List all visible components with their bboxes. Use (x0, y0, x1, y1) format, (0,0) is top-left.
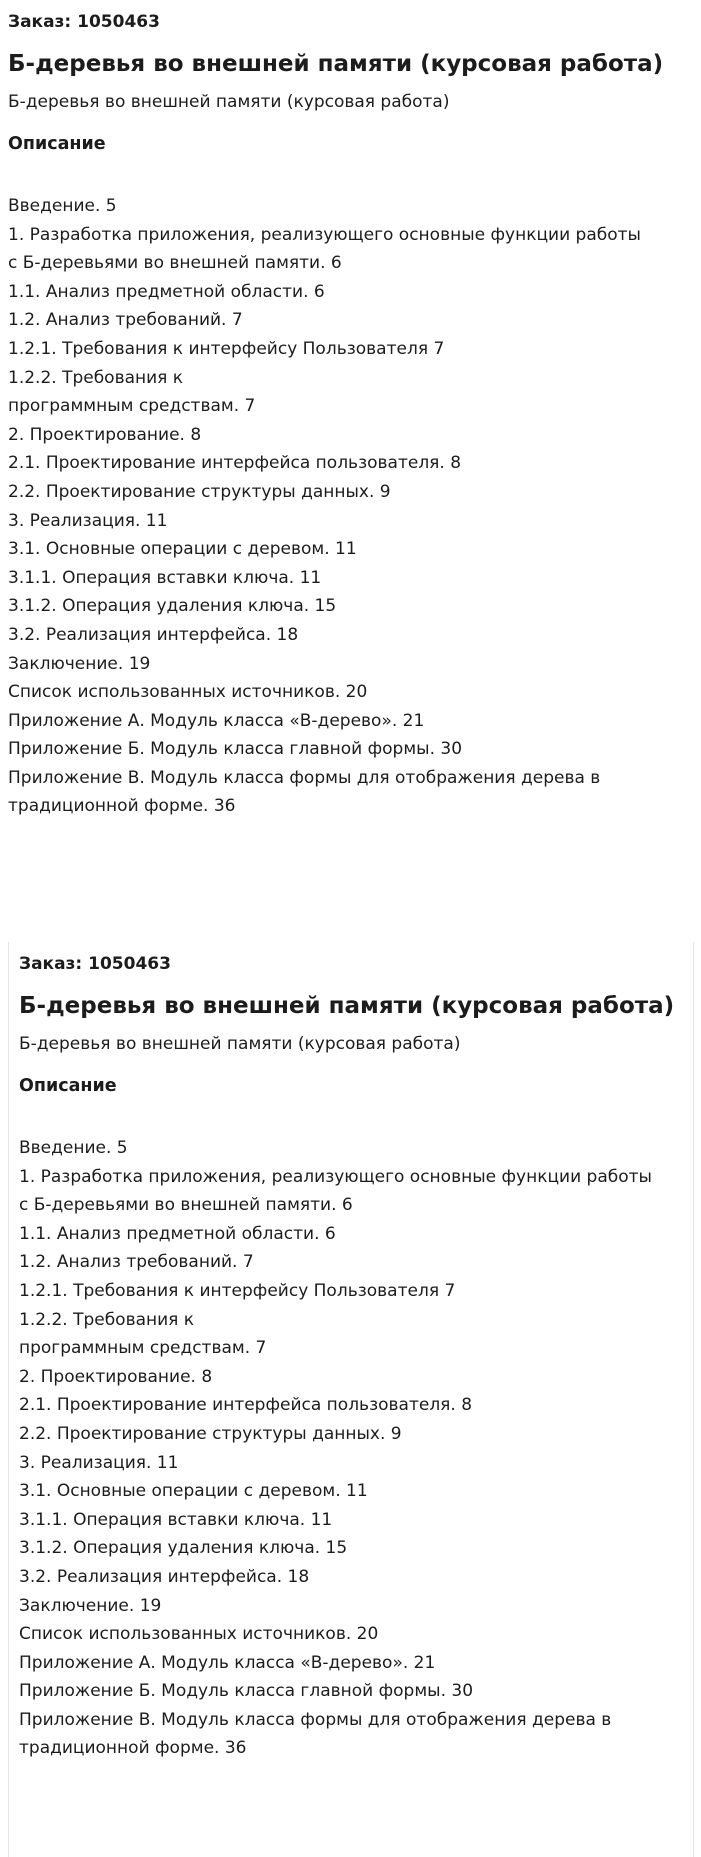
table-of-contents (8, 192, 698, 821)
toc-line: 1. Разработка приложения, реализующего основные функции работы (19, 1166, 652, 1187)
toc-line: Приложение В. Модуль класса формы для отображения дерева в (8, 767, 601, 788)
description-heading: Описание (19, 1076, 117, 1096)
toc-line: 3.1.2. Операция удаления ключа. 15 (8, 596, 337, 617)
toc-line: 3.2. Реализация интерфейса. 18 (8, 624, 299, 645)
toc-line: 2. Проектирование. 8 (8, 424, 202, 445)
toc-line: программным средствам. 7 (8, 396, 256, 417)
toc-line: Приложение А. Модуль класса «B-дерево». 21 (19, 1652, 436, 1673)
toc-line: традиционной форме. 36 (19, 1738, 247, 1759)
toc-line: 1.2.1. Требования к интерфейсу Пользователя 7 (19, 1280, 456, 1301)
toc-line: 1.1. Анализ предметной области. 6 (8, 281, 325, 302)
toc-line: Приложение В. Модуль класса формы для отображения дерева в (19, 1709, 612, 1730)
toc-line: Приложение Б. Модуль класса главной формы. 30 (8, 739, 463, 760)
toc-line: 3. Реализация. 11 (8, 510, 168, 531)
toc-line: 2.1. Проектирование интерфейса пользователя. 8 (19, 1395, 473, 1416)
toc-line: с Б-деревьями во внешней памяти. 6 (19, 1195, 353, 1216)
toc-line: Заключение. 19 (8, 653, 151, 674)
toc-line: 1.1. Анализ предметной области. 6 (19, 1223, 336, 1244)
toc-line: традиционной форме. 36 (8, 796, 236, 817)
toc-line: 1.2. Анализ требований. 7 (8, 310, 243, 331)
table-of-contents (19, 1134, 693, 1763)
order-subtitle: Б-деревья во внешней памяти (курсовая работа) (8, 92, 450, 112)
toc-line: Список использованных источников. 20 (8, 682, 368, 703)
order-subtitle: Б-деревья во внешней памяти (курсовая работа) (19, 1034, 461, 1054)
toc-line: 2.1. Проектирование интерфейса пользователя. 8 (8, 453, 462, 474)
toc-line: 3. Реализация. 11 (19, 1452, 179, 1473)
toc-line: Заключение. 19 (19, 1595, 162, 1616)
toc-line: 3.1. Основные операции с деревом. 11 (19, 1481, 368, 1502)
toc-line: 1.2. Анализ требований. 7 (19, 1252, 254, 1273)
toc-line: 1.2.2. Требования к (8, 367, 184, 388)
order-card (8, 942, 694, 1857)
toc-line: Введение. 5 (8, 196, 117, 216)
toc-line: Список использованных источников. 20 (19, 1624, 379, 1645)
toc-line: 3.1.1. Операция вставки ключа. 11 (8, 567, 322, 588)
toc-line: 2.2. Проектирование структуры данных. 9 (19, 1423, 402, 1444)
toc-line: 2.2. Проектирование структуры данных. 9 (8, 481, 391, 502)
toc-line: с Б-деревьями во внешней памяти. 6 (8, 253, 342, 274)
toc-line: 1. Разработка приложения, реализующего основные функции работы (8, 224, 641, 245)
toc-line: Приложение Б. Модуль класса главной формы. 30 (19, 1681, 474, 1702)
order-number: Заказ: 1050463 (19, 954, 171, 974)
description-heading: Описание (8, 134, 106, 154)
toc-line: 2. Проектирование. 8 (19, 1366, 213, 1387)
toc-line: 3.1. Основные операции с деревом. 11 (8, 539, 357, 560)
order-title: Б-деревья во внешней памяти (курсовая работа) (8, 51, 664, 77)
toc-line: 3.1.1. Операция вставки ключа. 11 (19, 1509, 333, 1530)
toc-line: 1.2.1. Требования к интерфейсу Пользователя 7 (8, 338, 445, 359)
toc-line: Введение. 5 (19, 1138, 128, 1158)
toc-line: программным средствам. 7 (19, 1338, 267, 1359)
order-number: Заказ: 1050463 (8, 12, 160, 32)
toc-line: 3.2. Реализация интерфейса. 18 (19, 1566, 310, 1587)
toc-line: 3.1.2. Операция удаления ключа. 15 (19, 1538, 348, 1559)
toc-line: 1.2.2. Требования к (19, 1309, 195, 1330)
order-card (8, 0, 698, 900)
toc-line: Приложение А. Модуль класса «B-дерево». 21 (8, 710, 425, 731)
order-title: Б-деревья во внешней памяти (курсовая работа) (19, 993, 675, 1019)
